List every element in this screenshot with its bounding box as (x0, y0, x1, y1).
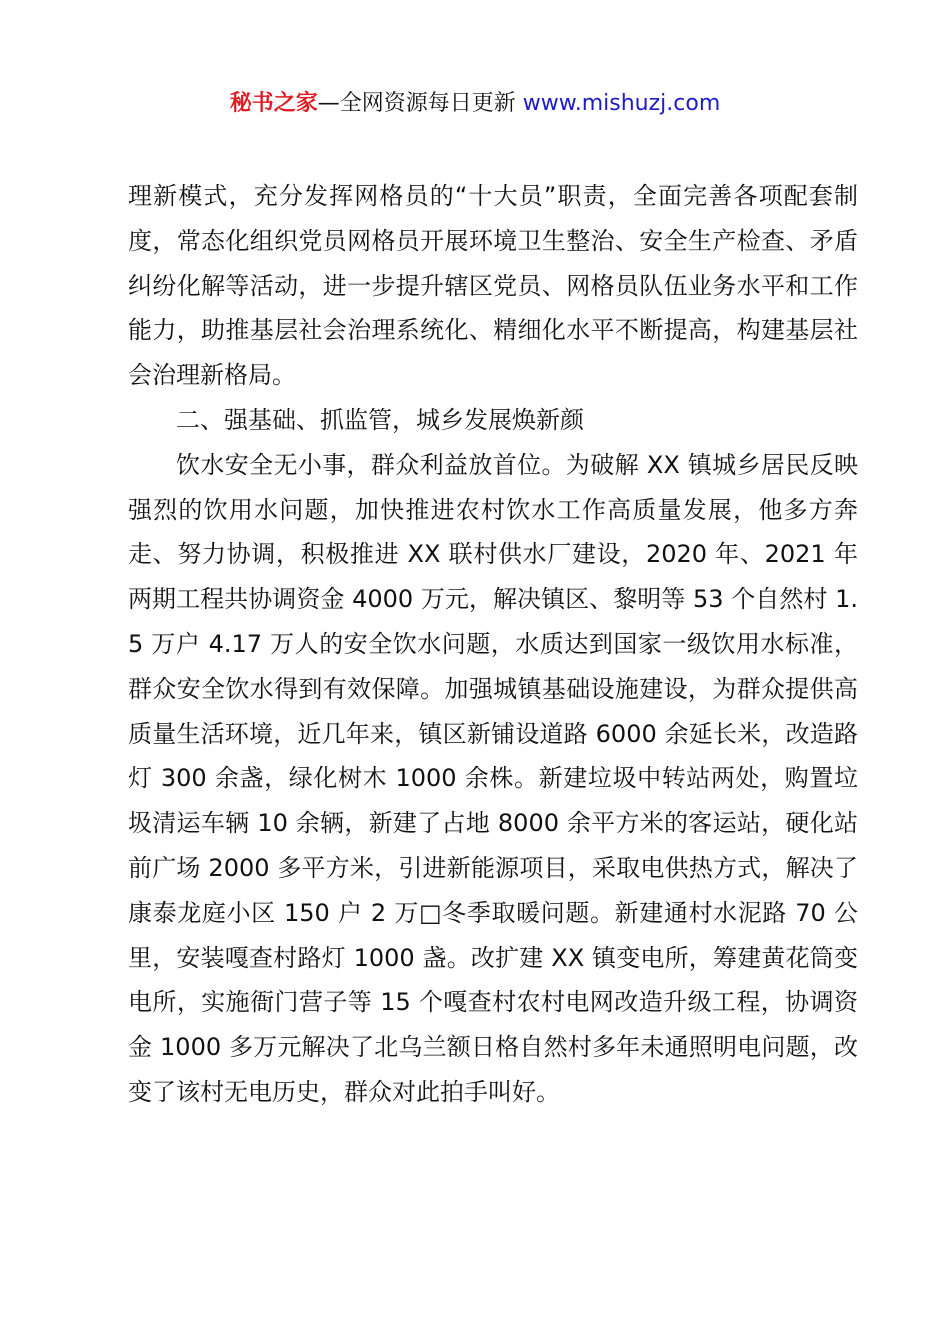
section-heading: 二、强基础、抓监管，城乡发展焕新颜 (176, 405, 584, 434)
paragraph-water-infrastructure: 饮水安全无小事，群众利益放首位。为破解 XX 镇城乡居民反映强烈的饮用水问题，加快推进农村饮水工作高质量发展，他多方奔走、努力协调，积极推进 XX 联村供水厂建设，2020 年、2021 年两期工程共协调资金 4000 万元，解决镇区、黎明等 53 个自然村 1.5 万户 4.17 万人的安全饮水问题，水质达到国家一级饮用水标准，群众安全饮水得到有效保障。加强城镇基础设施建设，为群众提供高质量生活环境，近几年来，镇区新铺设道路 6000 余延长米，改造路灯 300 余盏，绿化树木 1000 余株。新建垃圾中转站两处，购置垃圾清运车辆 10 余辆，新建了占地 8000 余平方米的客运站，硬化站前广场 2000 多平方米，引进新能源项目，采取电供热方式，解决了康泰龙庭小区 150 户 2 万□冬季取暖问题。新建通村水泥路 70 公里，安装嘎查村路灯 1000 盏。改扩建 XX 镇变电所，筹建黄花筒变电所，实施衙门营子等 15 个嘎查村农村电网改造升级工程，协调资金 1000 多万元解决了北乌兰额日格自然村多年未通照明电问题，改变了该村无电历史，群众对此拍手叫好。 (128, 450, 858, 1106)
site-url-link[interactable]: www.mishuzj.com (522, 91, 721, 116)
document-body (128, 174, 858, 1115)
site-header (0, 88, 950, 120)
brand-name: 秘书之家 (229, 91, 318, 116)
paragraph-continuation: 理新模式，充分发挥网格员的“十大员”职责，全面完善各项配套制度，常态化组织党员网格员开展环境卫生整治、安全生产检查、矛盾纠纷化解等活动，进一步提升辖区党员、网格员队伍业务水平和工作能力，助推基层社会治理系统化、精细化水平不断提高，构建基层社会治理新格局。 (128, 182, 858, 390)
site-tagline: —全网资源每日更新 (317, 91, 516, 116)
